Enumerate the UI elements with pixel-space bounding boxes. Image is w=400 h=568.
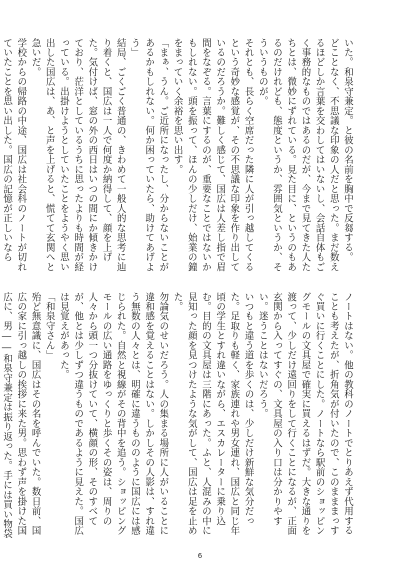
paragraph: いつもと違う道を歩くのは、少しだけ新鮮な気分だった。足取りも軽く、家族連れや男女連れ、国広と同じ年頃の学生とすれ違いながら、エスカレーターに乗り込む。目的の文具屋は三階にあった。ふと、人混みの中に見知った顔を見つけたような気がして、国広は足を止めた。 [171, 292, 254, 536]
paragraph: 勿論気のせいだろう。人の集まる場所に人がいることに違和感を覚えることはない。しかしその人影は、すれ違う無数の人々とは、明確に違うもののように国広には感じられた。自然と視線がその背中を追う。ショッピングモールの広い通路をゆっくりと歩くその姿は、周りの人々から頭一つ分抜けていて、横顔の形、そのすべてが、他とは少しずつ違うものであるように見えた。国広は見覚えがあった。 [57, 292, 169, 536]
paragraph: 結局、ごくごく普通の、きわめて一般人的な思考に辿り着くと、国広は一人で何度か納得して、顔を上げた。気付けば、窓の外の西日はいつの間にか傾きかけており、茫洋としているうちに思ったよりも時間が経っている。出掛けようとしていたことをようやく思い出した国広は、あ、と声を上げると、慌てて玄関へと急いだ。 [29, 38, 126, 272]
text-block-bottom [1, 292, 354, 540]
paragraph: どことなく、不思議な印象の人だと思った。まだ数えるほどしか言葉を交わしてはいないし、会話自体もごく事務的なものではあるのだが、今まで見てきた人たちとは、微妙にずれている。見た目に、というのもあるのだけれども、態度というか、雰囲気というか、そういうものが。 [256, 38, 339, 272]
paragraph: それとも、長らく空席だった隣に人が引っ越してくるという奇妙な感覚が、その不思議な印象を作り出しているのだろうか。難しく感じて、国広は人差し指で眉間をなぞる。言葉にするのが、重要なことではないかもしれない。頭を振って、ほんの少しだけ、始業の鐘をまっていく余裕を思い出す。 [171, 38, 254, 272]
paragraph: いた。和泉守兼定。と彼の名前を胸中で反芻する。 [342, 38, 353, 263]
page-number: 6 [197, 552, 203, 560]
paragraph: 学校からの帰路の中途、国広は社会科のノートが切れていたことを思い出した。国広の記憶が正しいなら [1, 38, 27, 272]
paragraph: 殆ど無意識に、国広はその名を呼んでいた。数日前、国広の家に引っ越しの挨拶に来た男。思わず声を掛けた国広に、男――和泉守兼定は振り返った。手には買い物袋 [1, 292, 41, 539]
paragraph: 「まぁ、うん。ご近所になったし、分からないことがあるかもしれない。何か困っていたら、助けてあげよう」 [128, 38, 169, 272]
paragraph: 「和泉守さん」 [43, 292, 55, 361]
text-block-top [1, 38, 354, 276]
paragraph: ノートはない。他の教科のノートでとりあえず代用することも考えたが、折角気が付いたので、このまままっすぐ買いに行くことにした。ノートなら駅前のショッピングモールの文具屋で確実に買えるはずだ。大きな通りを渡って、少しだけ遠回りをして行くことになるが、正面玄関から入ってすぐの、文具屋の入り口は分かりやすい。迷うことはないだろう。 [256, 292, 353, 536]
